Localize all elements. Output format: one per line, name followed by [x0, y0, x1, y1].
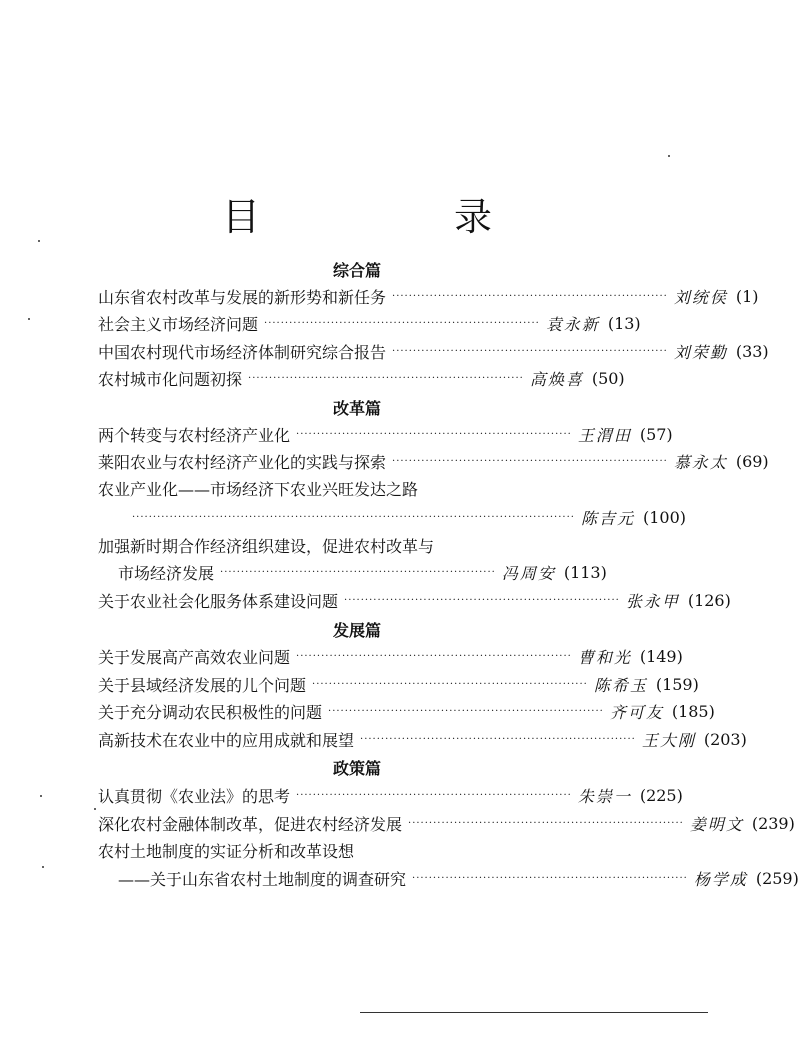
- toc-entry: [118, 866, 799, 890]
- leader-dots: ··································································: [296, 789, 572, 801]
- leader-dots: ··································································: [344, 594, 620, 606]
- entry-author: 齐可友: [609, 702, 664, 722]
- leader-dots: ··································································: [392, 345, 668, 357]
- toc-entry: [98, 811, 795, 835]
- entry-author: 刘荣勤: [673, 342, 728, 362]
- section-heading-comprehensive: 综合篇: [332, 261, 381, 280]
- entry-title: 关于发展高产高效农业问题: [98, 647, 291, 667]
- entry-page: (57): [639, 424, 673, 444]
- toc-entry: [98, 366, 625, 390]
- entry-page: (185): [671, 701, 715, 721]
- leader-dots: ··································································: [392, 290, 668, 302]
- toc-entry: [98, 339, 769, 363]
- entry-page: (203): [703, 729, 747, 749]
- entry-title: 关于县域经济发展的儿个问题: [98, 675, 307, 695]
- entry-page: (33): [735, 341, 769, 361]
- page-title: 目 录: [221, 195, 570, 239]
- entry-author: 姜明文: [689, 814, 744, 834]
- leader-dots: ··································································: [312, 678, 588, 690]
- entry-author: 王大刚: [641, 730, 696, 750]
- scan-speck: [38, 240, 40, 242]
- entry-page: (259): [755, 868, 799, 888]
- toc-entry: [98, 644, 683, 668]
- entry-author: 冯周安: [501, 563, 556, 583]
- leader-dots: ··································································: [392, 455, 668, 467]
- entry-page: (225): [639, 785, 683, 805]
- entry-page: (113): [563, 562, 607, 582]
- leader-dots: ··································································: [296, 650, 572, 662]
- leader-dots: ··································································: [408, 817, 684, 829]
- entry-title: 两个转变与农村经济产业化: [98, 425, 291, 445]
- entry-title-continued: 市场经济发展: [118, 563, 215, 583]
- scan-speck: [40, 795, 42, 797]
- entry-title: 社会主义市场经济问题: [98, 314, 259, 334]
- entry-page: (126): [687, 590, 731, 610]
- entry-author: 张永甲: [625, 591, 680, 611]
- entry-title: 莱阳农业与农村经济产业化的实践与探索: [98, 452, 387, 472]
- entry-page: (149): [639, 646, 683, 666]
- entry-page: (50): [591, 368, 625, 388]
- entry-title: 关于充分调动农民积极性的问题: [98, 702, 323, 722]
- entry-title: 山东省农村改革与发展的新形势和新任务: [98, 287, 387, 307]
- entry-title: 中国农村现代市场经济体制研究综合报告: [98, 342, 387, 362]
- entry-title: 关于农业社会化服务体系建设问题: [98, 591, 339, 611]
- entry-title-continued: ——关于山东省农村土地制度的调查研究: [118, 869, 407, 889]
- leader-dots: ··································································: [328, 705, 604, 717]
- toc-entry: [98, 727, 747, 751]
- entry-author: 曹和光: [577, 647, 632, 667]
- leader-dots: ··································································: [248, 372, 524, 384]
- entry-page: (100): [642, 507, 686, 527]
- entry-page: (69): [735, 451, 769, 471]
- scan-speck: [668, 155, 670, 157]
- toc-entry: [98, 284, 759, 308]
- leader-dots: ··································································: [360, 733, 636, 745]
- entry-page: (239): [751, 813, 795, 833]
- entry-author: 陈希玉: [593, 675, 648, 695]
- section-heading-policy: 政策篇: [332, 759, 381, 778]
- entry-title: 加强新时期合作经济组织建设，促进农村改革与: [98, 536, 435, 556]
- toc-entry: [98, 449, 769, 473]
- entry-title: 深化农村金融体制改革，促进农村经济发展: [98, 814, 403, 834]
- entry-title: 农村城市化问题初探: [98, 369, 243, 389]
- bottom-rule: [360, 1012, 708, 1013]
- toc-entry: [98, 699, 715, 723]
- scan-speck: [42, 866, 44, 868]
- entry-author: 刘统侯: [673, 287, 728, 307]
- entry-author: 王渭田: [577, 425, 632, 445]
- entry-title: 农村土地制度的实证分析和改革设想: [98, 841, 355, 861]
- section-heading-reform: 改革篇: [332, 399, 381, 418]
- leader-dots: ··································································: [412, 872, 688, 884]
- entry-title: 认真贯彻《农业法》的思考: [98, 786, 291, 806]
- leader-dots: ··································································: [220, 566, 496, 578]
- leader-dots: ··································································: [296, 428, 572, 440]
- entry-page: (1): [735, 286, 759, 306]
- leader-dots: ··································································: [264, 317, 540, 329]
- entry-author: 慕永太: [673, 452, 728, 472]
- entry-page: (159): [655, 674, 699, 694]
- toc-entry: [98, 588, 731, 612]
- entry-author: 杨学成: [693, 869, 748, 889]
- entry-author: 朱崇一: [577, 786, 632, 806]
- section-heading-development: 发展篇: [332, 621, 381, 640]
- toc-entry: [98, 505, 686, 529]
- scan-speck: [94, 808, 96, 810]
- entry-author: 袁永新: [545, 314, 600, 334]
- entry-page: (13): [607, 313, 641, 333]
- entry-author: 高焕喜: [529, 369, 584, 389]
- toc-entry: [98, 311, 641, 335]
- entry-title: 高新技术在农业中的应用成就和展望: [98, 730, 355, 750]
- toc-entry: [98, 422, 673, 446]
- scan-speck: [28, 318, 30, 320]
- entry-title: 农业产业化——市场经济下农业兴旺发达之路: [98, 479, 419, 499]
- toc-entry: [98, 672, 699, 696]
- toc-entry: [98, 783, 683, 807]
- entry-author: 陈吉元: [580, 508, 635, 528]
- leader-dots: ··········································································································: [132, 511, 575, 523]
- toc-entry: [118, 560, 607, 584]
